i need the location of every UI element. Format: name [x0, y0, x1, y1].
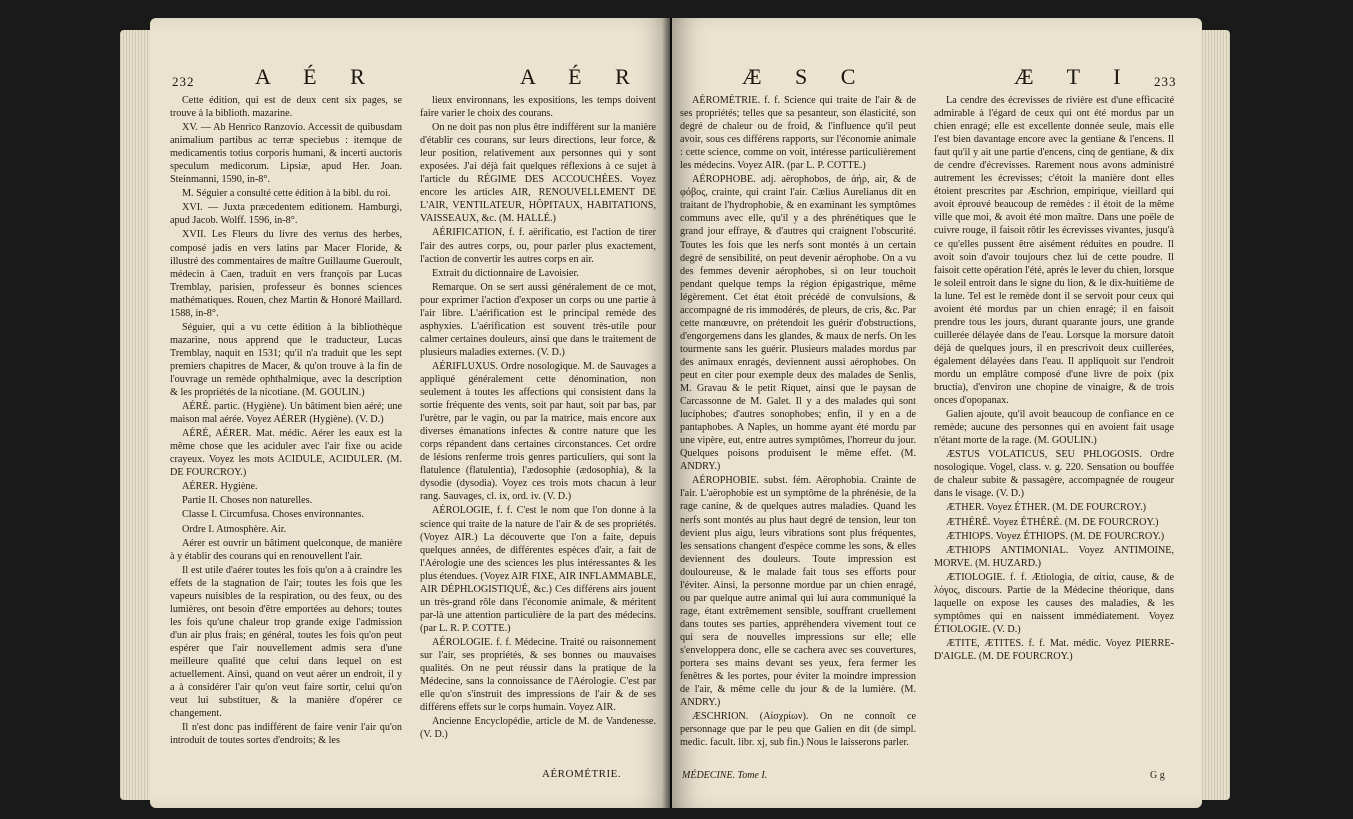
paragraph: ÆTHÉRÉ. Voyez ÉTHÉRÉ. (M. DE FOURCROY.): [946, 516, 1159, 528]
paragraph: Galien ajoute, qu'il avoit beaucoup de confiance en ce remède; aucune des personnes qui en avoient fait usage n'étant morte de la rage. (M. GOULIN.): [934, 409, 1174, 447]
left-page: [150, 18, 670, 808]
right-running-head: Æ T I: [1014, 64, 1135, 89]
left-column-2: [420, 94, 656, 742]
paragraph: AÉROMÉTRIE. f. f. Science qui traite de l'air & de ses propriétés; telles que sa pesanteur, son élasticité, son degré de chaleur ou de froid, & l'influence qu'il peut avoir, sous ces différens rapports, sur l'économie animale : cette science, comme on voit, intéresse particulièrement les médecins. Voyez AIR. (par L. P. COTTE.): [680, 95, 916, 172]
volume-footer: MÉDECINE. Tome I.: [682, 770, 768, 781]
paragraph: ÆTIOLOGIE. f. f. Ætiologia, de αἰτία, cause, & de λόγος, discours. Partie de la Médecine théorique, dans laquelle on expose les causes des maladies, & les symptômes qui en naissent immédiatement. Voyez ÉTIOLOGIE. (V. D.): [934, 571, 1174, 635]
paragraph: Ordre I. Atmosphère. Air.: [182, 523, 287, 535]
paragraph: ÆSCHRION. (Αἰσχρίων). On ne connoît ce personnage que par le peu que Galien en dit (de simpl. medic. facult. libr. xj, sub fin.) Nous le laisserons parler.: [680, 711, 916, 749]
catchword: AÉROMÉTRIE.: [542, 768, 622, 780]
paragraph: XVII. Les Fleurs du livre des vertus des herbes, composé jadis en vers latins par Macer Floride, & illustré des commentaires de maître Guillaume Gueroult, médecin à Caen, traduit en vers françois par Lucas Tremblay, parisien, professeur ès bonnes sciences mathématiques. Rouen, chez Martin & Honoré Maillard. 1588, in-8°.: [170, 229, 402, 319]
right-page: [672, 18, 1202, 808]
right-column-1: [680, 94, 916, 750]
paragraph: M. Séguier a consulté cette édition à la bibl. du roi.: [182, 188, 391, 200]
paragraph: AÉRÉ. partic. (Hygiène). Un bâtiment bien aéré; une maison mal aérée. Voyez AÉRER (Hygiène). (V. D.): [170, 401, 402, 426]
paragraph: AÉRER. Hygiène.: [182, 481, 258, 493]
paragraph: Aérer est ouvrir un bâtiment quelconque, de manière à y établir des courans qui en renouvellent l'air.: [170, 537, 402, 562]
paragraph: XVI. — Juxta præcedentem editionem. Hamburgi, apud Jacob. Wolff. 1596, in-8°.: [170, 202, 402, 227]
paragraph: AÉRÉ, AÉRER. Mat. médic. Aérer les eaux est la même chose que les aciduler avec l'air fixe ou acide crayeux. Voyez les mots ACIDULE, ACIDULER. (M. DE FOURCROY.): [170, 428, 402, 479]
left-running-head: A É R: [255, 64, 379, 89]
paragraph: AÉRIFLUXUS. Ordre nosologique. M. de Sauvages a appliqué généralement cette dénomination, non seulement à toutes les affections qui consistent dans la sortie fréquente des vents, soit par haut, soit par bas, par l'urètre, par le vagin, ou par la matrice, mais encore aux diverses émanations infectes & contre nature que les corps répandent dans certaines circonstances. Cet ordre de lésions renferme trois genres particuliers, qui sont la flatulence (flatulentia), l'ædosophie (ædosophia), & la dysodie (dysodia). Voyez ces trois mots chacun à leur rang. Sauvages, cl. ix, ord. iv. (V. D.): [420, 360, 656, 503]
signature-mark: G g: [1150, 770, 1165, 781]
paragraph: Il n'est donc pas indifférent de faire venir l'air qu'on introduit de toutes sortes d'endroits; & les: [170, 722, 402, 747]
left-page-number: 232: [172, 74, 195, 89]
paragraph: Remarque. On se sert aussi généralement de ce mot, pour exprimer l'action d'exposer un corps ou une partie à l'air libre. L'aérification est le principal remède des asphyxies. L'aérification est souvent très-utile pour calmer certaines douleurs, ainsi que dans le traitement de plusieurs maladies externes. (V. D.): [420, 281, 656, 358]
paragraph: Cette édition, qui est de deux cent six pages, se trouve à la biblioth. mazarine.: [170, 95, 402, 120]
right-page-number: 233: [1154, 74, 1177, 89]
paragraph: ÆSTUS VOLATICUS, SEU PHLOGOSIS. Ordre nosologique. Vogel, class. v. g. 220. Sensation ou bouffée de chaleur subite & passagère, accompagnée de rougeur dans le visage. (V. D.): [934, 449, 1174, 500]
paragraph: Ancienne Encyclopédie, article de M. de Vandenesse. (V. D.): [420, 716, 656, 741]
paragraph: Partie II. Choses non naturelles.: [182, 495, 313, 507]
paragraph: Il est utile d'aérer toutes les fois qu'on a à craindre les effets de la stagnation de l'air; toutes les fois que les vapeurs nuisibles de la respiration, ou des feux, ou des lumières, ont besoin d'être emportées au dehors; toutes les fois qu'une chaleur trop grande exige l'admission d'un air plus frais; en général, toutes les fois qu'on peut espérer que l'air nouvellement admis sera d'une meilleure qualité que celui dans lequel on est actuellement. Ainsi, quand on veut aérer un endroit, il y a à considérer l'air qu'on veut faire sortir, celui qu'on veut lui substituer, & la manière d'opérer ce changement.: [170, 564, 402, 720]
right-running-head-left: Æ S C: [742, 64, 870, 89]
paragraph: AÉROPHOBIE. subst. fém. Aërophobia. Crainte de l'air. L'aërophobie est un symptôme de la phrénésie, de la rage canine, & de quelques autres maladies. Quand les nerfs sont montés au plus haut degré de tension, leur ton devient plus aigu, leurs vibrations sont plus fréquentes, les sensations changent d'espèce comme les sons, & elles deviennent des douleurs. Toute impression est douloureuse, & le malade fait tous ses efforts pour l'éviter. Ainsi, la personne mordue par un chien enragé, ou par quelque autre animal qui lui aura communiqué la rage, étant extrêmement sensible, souffrant cruellement dans toutes ses parties, appréhendera vivement tout ce qui sera de nouvelles impressions sur elle; elle s'enveloppera donc, elle se cachera avec ses couvertures, portera ses mains devant ses yeux, fera fermer les fenêtres & les portes, pour éviter la moindre impression de l'air, & même celle du jour & de la lumière. (M. ANDRY.): [680, 475, 916, 709]
right-column-2: [934, 94, 1174, 664]
paragraph: ÆTITE, ÆTITES. f. f. Mat. médic. Voyez PIERRE-D'AIGLE. (M. DE FOURCROY.): [934, 637, 1174, 662]
left-column-1: [170, 94, 402, 748]
paragraph: Classe I. Circumfusa. Choses environnantes.: [182, 509, 364, 521]
left-page-edges: [120, 30, 152, 800]
paragraph: ÆTHIOPS ANTIMONIAL. Voyez ANTIMOINE, MORVE. (M. HUZARD.): [934, 544, 1174, 569]
paragraph: On ne doit pas non plus être indifférent sur la manière d'établir ces courans, sur leurs directions, leur force, & leur position, relativement aux personnes qui y sont exposées. J'ai déjà fait quelques réflexions à ce sujet à l'article du RÉGIME DES ACCOUCHÉES. Voyez encore les articles AIR, RENOUVELLEMENT DE L'AIR, VENTILATEUR, HÔPITAUX, HABITATIONS, VAISSEAUX, &c. (M. HALLÉ.): [420, 122, 656, 225]
paragraph: AÉROPHOBE. adj. aërophobos, de ἀήρ, air, & de φόβος, crainte, qui craint l'air. Cælius Aurelianus dit en traitant de l'hydrophobie, & en examinant les symptômes communs avec elle, qu'il y a des phrénétiques que le grand jour effraye, & d'autres qui craignent l'obscurité. Toutes les fois que les nerfs sont montés à un certain degré de sensibilité, on peut devenir aérophobe. On a vu des femmes devenir aérophobes, si on leur touchoit pendant quelque temps la région épigastrique, même légèrement. Cet état étoit précédé de convulsions, & accompagné de ris immodérés, de pleurs, de cris, &c. Par cette manœuvre, on prétendoit les guérir d'obstructions, d'engorgemens dans les glandes, & maux de nerfs. On les tourmente sans les guérir. Plusieurs malades mordus par des animaux enragés, deviennent aussi aérophobes. On peut en citer pour exemple deux des malades de Senlis, M. Gravau & le petit Riquet, ainsi que le paysan de Carcassonne de M. Galet. Il y a des malades qui sont lucíphobes; d'autres sonophobes; enfin, il y en a de pantaphobes. A Naples, un homme ayant été mordu par une vipère, eut, entre autres symptômes, l'horreur du jour. Quelques poisons produisent le même effet. (M. ANDRY.): [680, 174, 916, 473]
paragraph: AÉROLOGIE. f. f. Médecine. Traité ou raisonnement sur l'air, ses propriétés, & ses bonnes ou mauvaises qualités. On ne peut réussir dans la pratique de la Médecine, sans la connoissance de l'Aérologie. C'est par elle qu'on s'instruit des impressions de l'air & de ses différens effets sur le corps humain. Voyez AIR.: [420, 636, 656, 714]
paragraph: XV. — Ab Henrico Ranzovio. Accessit de quibusdam animalium partibus ac terræ speciebus : itemque de medicamentis totius corporis humani, & incerti auctoris speculum medicorum. Lipsiæ, apud Her. Joan. Steinmanni, 1590, in-8°.: [170, 122, 402, 186]
paragraph: AÉROLOGIE, f. f. C'est le nom que l'on donne à la science qui traite de la nature de l'air & de ses propriétés. (Voyez AIR.) La découverte que l'on a faite, depuis quelques années, de différentes espèces d'air, a fait de l'Aérologie une des sciences les plus intéressantes & les plus étendues. (Voyez AIR FIXE, AIR INFLAMMABLE, AIR DÉPHLOGISTIQUÉ, &c.) Ces différens airs jouent un très-grand rôle dans l'économie animale, & méritent par-là une attention particulière de la part des médecins. (par L. R. P. COTTE.): [420, 505, 656, 634]
paragraph: ÆTHER. Voyez ÉTHER. (M. DE FOURCROY.): [946, 502, 1147, 514]
right-page-edges: [1200, 30, 1230, 800]
paragraph: Extrait du dictionnaire de Lavoisier.: [432, 267, 579, 279]
paragraph: La cendre des écrevisses de rivière est d'une efficacité admirable à l'égard de ceux qui ont été mordus par un chien enragé; elle est excellente donnée seule, mais elle l'est bien davantage encore avec la gentiane & l'encens. Il faut qu'il y ait une partie d'encens, cinq de gentiane, & dix de cendre d'écrevisses. Rarement nous avons administré autrement les écrevisses; c'étoit la manière dont elles étoient prescrites par Æschrion, empirique, vieillard qui avoit éprouvé beaucoup de remèdes : il étoit de la même ville que moi, & avoit été mon maître. Dans une poële de cuivre rouge, il faisoit rôtir les écrevisses vivantes, jusqu'à ce qu'elles pussent être aisément réduites en poudre. Il avoit soin d'avoir toujours chez lui de cette poudre. Il faisoit cette opération l'été, après le lever du chien, lorsque le soleil entroit dans le signe du lion, & le dix-huitième de la lune. Tel est le remède dont il se servoit pour ceux qui avoient été mordus par un chien enragé; il en faisoit prendre tous les jours, durant quarante jours, une grande cuillerée délayée dans de l'eau. Lorsque la morsure datoit déjà de quelques jours, il en prescrivoit deux cuillerées, également délayées dans l'eau. Il appliquoit sur l'endroit mordu un emplâtre composé d'une livre de poix (pix bructia), d'environ une chopine de vinaigre, & de trois onces d'opopanax.: [934, 95, 1174, 407]
paragraph: ÆTHIOPS. Voyez ÉTHIOPS. (M. DE FOURCROY.): [946, 530, 1165, 542]
paragraph: AÉRIFICATION, f. f. aërificatio, est l'action de tirer l'air des autres corps, ou, pour parler plus exactement, l'action de convertir les autres corps en air.: [420, 227, 656, 265]
paragraph: Séguier, qui a vu cette édition à la bibliothèque mazarine, nous apprend que le traducteur, Lucas Tremblay, naquit en 1531; qu'il n'a traduit que les sept premiers chapitres de Macer, & qu'on trouve à la fin de l'ouvrage un remède ophthalmique, avec la description & les propriétés de la nicotiane. (M. GOULIN.): [170, 321, 402, 399]
paragraph: lieux environnans, les expositions, les temps doivent faire varier le choix des courans.: [420, 95, 656, 120]
left-running-head-right: A É R: [520, 64, 644, 89]
